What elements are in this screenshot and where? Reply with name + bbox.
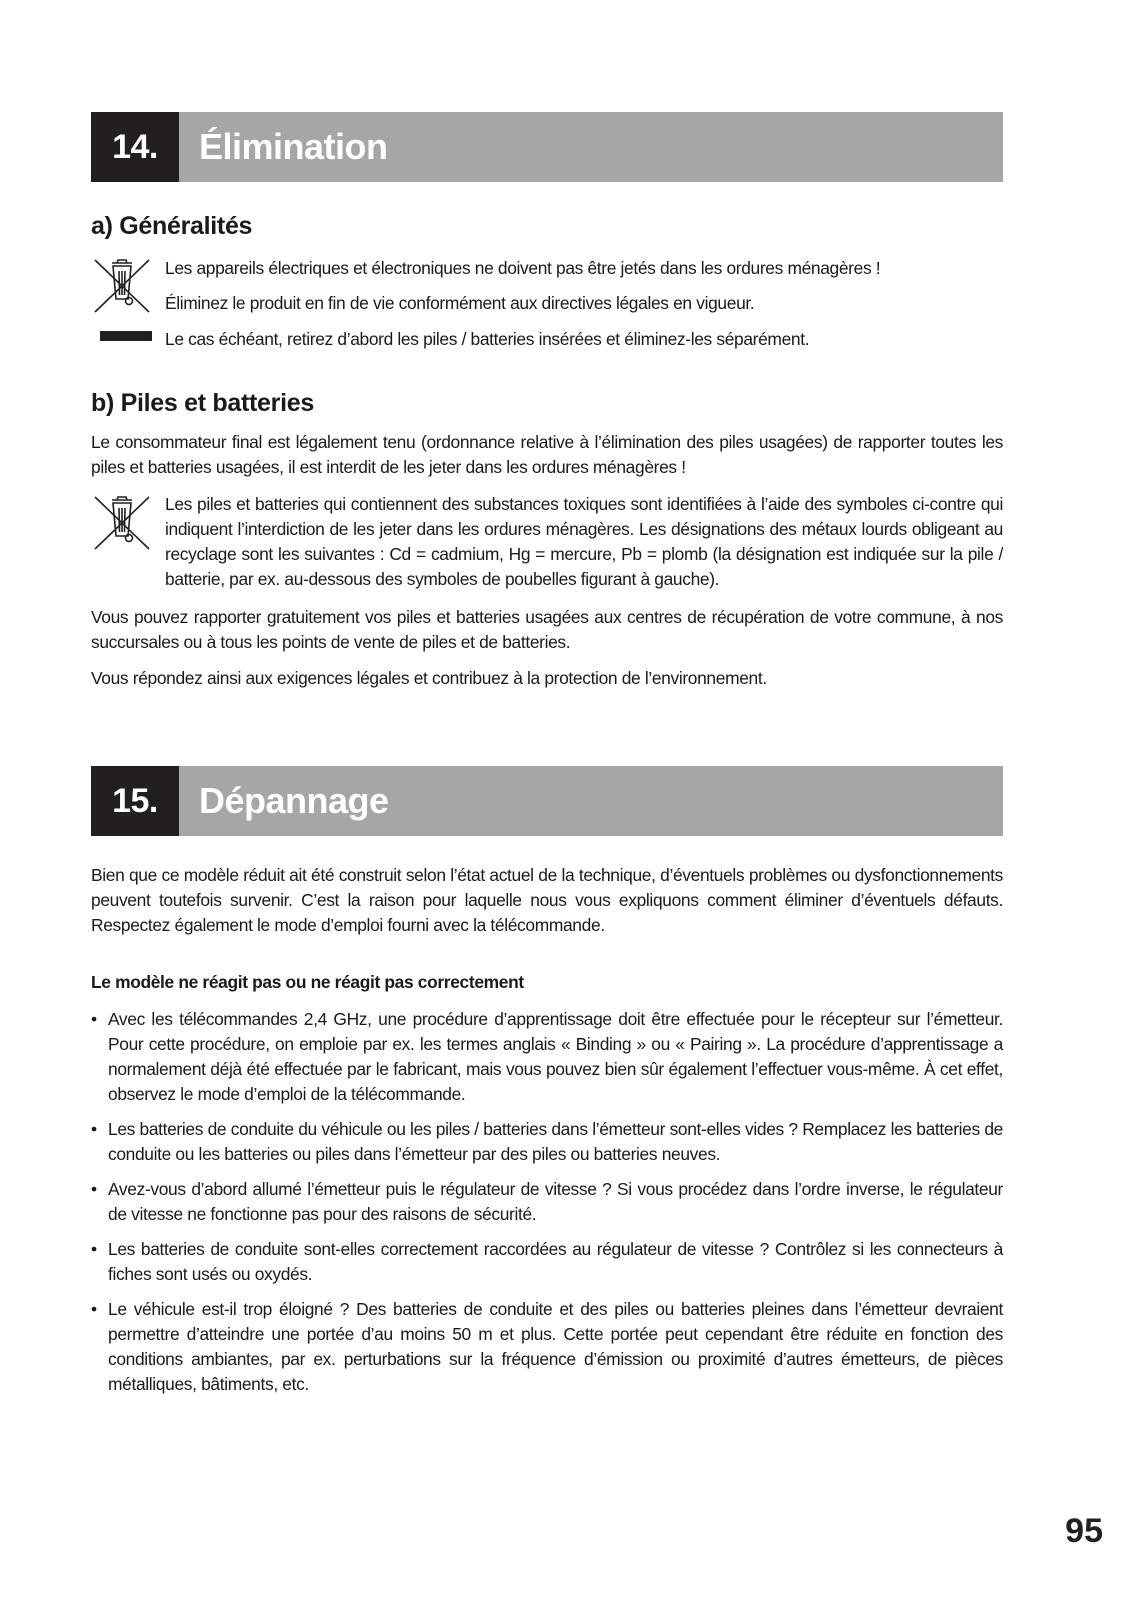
crossed-out-bin-icon — [91, 255, 153, 317]
crossed-out-bin-icon — [91, 492, 153, 554]
section-14-title: Élimination — [199, 126, 388, 167]
generalites-line-1: Les appareils électriques et électroniques ne doivent pas être jetés dans les ordures ménagères ! — [165, 258, 881, 278]
bullet: • — [91, 1009, 97, 1029]
list-item — [91, 1297, 1003, 1397]
piles-closing-text: Vous répondez ainsi aux exigences légales et contribuez à la protection de l’environnement. — [91, 668, 767, 688]
list-item-text: Les batteries de conduite sont-elles correctement raccordées au régulateur de vitesse ? Contrôlez si les connecteurs à fiches sont usés ou oxydés. — [108, 1239, 1003, 1284]
list-item-text: Avez-vous d’abord allumé l’émetteur puis le régulateur de vitesse ? Si vous procédez dans l’ordre inverse, le régulateur de vitesse ne fonctionne pas pour des raisons de sécurité. — [108, 1179, 1003, 1224]
problem-heading: Le modèle ne réagit pas ou ne réagit pas correctement — [91, 972, 524, 992]
list-item — [91, 1007, 1003, 1107]
page-number: 95 — [1065, 1512, 1103, 1550]
generalites-line-3: Le cas échéant, retirez d’abord les piles / batteries insérées et éliminez-les séparément. — [165, 329, 810, 349]
piles-symbol-text: Les piles et batteries qui contiennent des substances toxiques sont identifiées à l’aide des symboles ci-contre qui indiquent l’interdiction de les jeter dans les ordures ménagères. Les désignations des métaux lourds obligeant au recyclage sont les suivantes : Cd = cadmium, Hg = mercure, Pb = plomb (la désignation est indiquée sur la pile / batterie, par ex. au-dessous des symboles de poubelles figurant à gauche). — [165, 494, 1003, 589]
list-item — [91, 1237, 1003, 1287]
section-15-number: 15. — [91, 766, 179, 836]
troubleshooting-list — [91, 1007, 1003, 1407]
list-item-text: Les batteries de conduite du véhicule ou les piles / batteries dans l’émetteur sont-elles vides ? Remplacez les batteries de conduite ou les batteries ou piles dans l’émetteur par des piles ou batteries neuves. — [108, 1119, 1003, 1164]
list-item — [91, 1117, 1003, 1167]
depannage-intro: Bien que ce modèle réduit ait été construit selon l’état actuel de la technique, d’éventuels problèmes ou dysfonctionnements peuvent toutefois survenir. C’est la raison pour laquelle nous vous expliquons comment éliminer d’éventuels défauts. Respectez également le mode d’emploi fourni avec la télécommande. — [91, 865, 1003, 935]
piles-return-text: Vous pouvez rapporter gratuitement vos piles et batteries usagées aux centres de récupération de votre commune, à nos succursales ou à tous les points de vente de piles et de batteries. — [91, 607, 1003, 652]
piles-intro: Le consommateur final est légalement tenu (ordonnance relative à l’élimination des piles usagées) de rapporter toutes les piles et batteries usagées, il est interdit de les jeter dans les ordures ménagères ! — [91, 432, 1003, 477]
black-bar-marker — [100, 331, 152, 341]
section-14-number: 14. — [91, 112, 179, 182]
generalites-line-2: Éliminez le produit en fin de vie conformément aux directives légales en vigueur. — [165, 293, 755, 313]
section-15-header — [91, 766, 1003, 836]
bullet: • — [91, 1119, 97, 1139]
list-item-text: Le véhicule est-il trop éloigné ? Des batteries de conduite et des piles ou batteries pleines dans l’émetteur devraient permettre d’atteindre une portée d’au moins 50 m et plus. Cette portée peut cependant être réduite en fonction des conditions ambiantes, par ex. perturbations sur la fréquence d’émission ou proximité d’autres émetteurs, de pièces métalliques, bâtiments, etc. — [108, 1299, 1003, 1394]
bullet: • — [91, 1179, 97, 1199]
subheading-piles-batteries: b) Piles et batteries — [91, 389, 314, 417]
section-14-header — [91, 112, 1003, 182]
bullet: • — [91, 1299, 97, 1319]
section-15-title: Dépannage — [199, 780, 389, 821]
subheading-generalites: a) Généralités — [91, 212, 253, 240]
bullet: • — [91, 1239, 97, 1259]
list-item-text: Avec les télécommandes 2,4 GHz, une procédure d’apprentissage doit être effectuée pour le récepteur sur l’émetteur. Pour cette procédure, on emploie par ex. les termes anglais « Binding » ou « Pairing ». La procédure d’apprentissage a normalement déjà été effectuée par le fabricant, mais vous pouvez bien sûr également l’effectuer vous-même. À cet effet, observez le mode d’emploi de la télécommande. — [108, 1009, 1003, 1104]
list-item — [91, 1177, 1003, 1227]
